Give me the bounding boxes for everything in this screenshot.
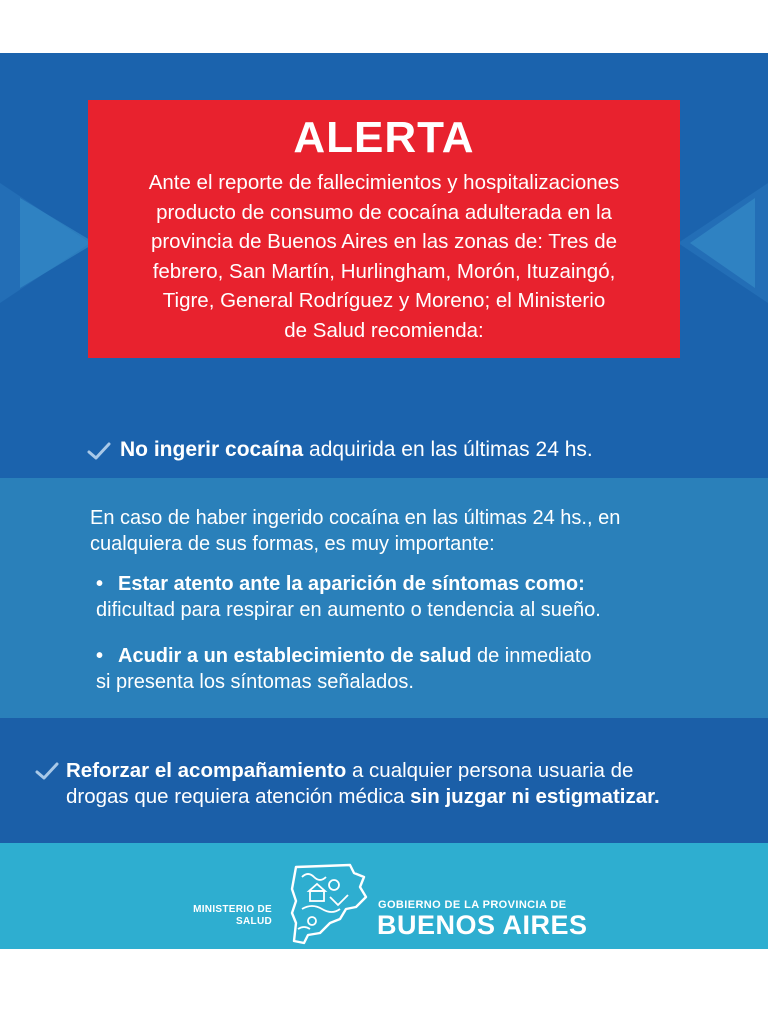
check-icon	[34, 760, 60, 782]
bullet-icon: •	[96, 645, 104, 667]
alert-poster	[0, 53, 768, 949]
alert-line: provincia de Buenos Aires en las zonas de: Tres de	[150, 230, 618, 253]
alert-line: Ante el reporte de fallecimientos y hospitalizaciones	[148, 171, 620, 194]
alert-line: producto de consumo de cocaína adulterada en la	[156, 200, 612, 224]
buenos-aires-label: BUENOS AIRES	[377, 910, 588, 940]
ministerio-salud-label: MINISTERIO DE SALUD	[193, 904, 272, 927]
bullet-icon: •	[96, 573, 104, 595]
gobierno-label: GOBIERNO DE LA PROVINCIA DE	[378, 899, 567, 911]
recommendation-text: Reforzar el acompañamiento a cualquier persona usuaria de drogas que requiera atención médica sin juzgar ni estigmatizar.	[66, 759, 660, 808]
alert-body	[106, 168, 662, 345]
recommendation-text: No ingerir cocaína adquirida en las últimas 24 hs.	[120, 438, 593, 461]
bullet-sintomas: • Estar atento ante la aparición de síntomas como: dificultad para respirar en aumento o tendencia al sueño.	[96, 573, 601, 621]
footer	[0, 843, 768, 949]
recommendation-no-ingerir	[86, 436, 593, 464]
alert-title: ALERTA	[293, 113, 475, 162]
alert-line: de Salud recomienda:	[284, 318, 484, 342]
case-intro: En caso de haber ingerido cocaína en las últimas 24 hs., en cualquiera de sus formas, es muy importante:	[90, 507, 621, 555]
alert-box	[88, 100, 680, 358]
alert-line: febrero, San Martín, Hurlingham, Morón, Ituzaingó,	[152, 259, 616, 283]
recommendation-reforzar	[34, 758, 754, 810]
bullet-acudir: • Acudir a un establecimiento de salud de inmediato si presenta los síntomas señalados.	[96, 645, 592, 693]
alert-line: Tigre, General Rodríguez y Moreno; el Ministerio	[162, 289, 606, 312]
province-map-logo-icon	[290, 863, 368, 945]
check-icon	[86, 440, 112, 462]
